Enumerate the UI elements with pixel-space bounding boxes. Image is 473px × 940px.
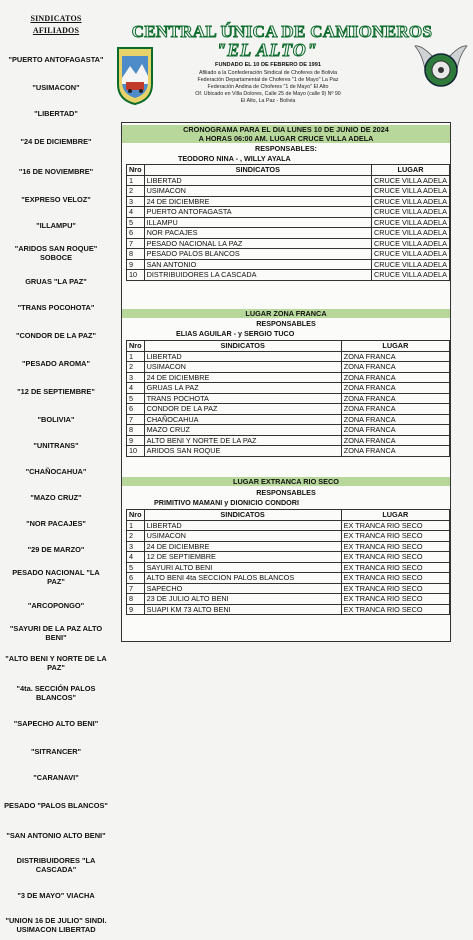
table-row	[127, 435, 450, 446]
place-cell: EX TRANCA RIO SECO	[341, 583, 449, 594]
table-row	[127, 217, 450, 228]
union-name-cell: LIBERTAD	[144, 175, 371, 186]
sidebar-union-item: "BOLIVIA"	[37, 414, 75, 424]
table-row	[127, 552, 450, 563]
table-row	[127, 372, 450, 383]
place-cell: EX TRANCA RIO SECO	[341, 573, 449, 584]
table-row	[127, 531, 450, 542]
place-cell: CRUCE VILLA ADELA	[371, 238, 449, 249]
union-name-cell: ALTO BENI 4ta SECCION PALOS BLANCOS	[144, 573, 341, 584]
row-number-cell: 2	[127, 362, 145, 373]
place-cell: ZONA FRANCA	[341, 383, 449, 394]
table-row	[127, 604, 450, 615]
sidebar-union-item: DISTRIBUIDORES "LA CASCADA"	[16, 856, 96, 874]
row-number-cell: 5	[127, 393, 145, 404]
sidebar-union-item: "ALTO BENI Y NORTE DE LA PAZ"	[5, 654, 107, 672]
column-header-nro: Nro	[127, 165, 145, 176]
union-name-cell: SUAPI KM 73 ALTO BENI	[144, 604, 341, 615]
sidebar-union-item: "ILLAMPU"	[36, 220, 76, 230]
sidebar-union-item: "24 DE DICIEMBRE"	[20, 136, 92, 146]
union-name-cell: CONDOR DE LA PAZ	[144, 404, 341, 415]
table-row	[127, 362, 450, 373]
address-line: Of. Ubicado en Villa Dolores, Calle 25 de Mayo (calle 9) Nº 90	[195, 91, 341, 97]
sidebar-union-item: "NOR PACAJES"	[26, 518, 86, 528]
row-number-cell: 7	[127, 583, 145, 594]
union-seal-logo	[114, 44, 156, 106]
city-line: El Alto, La Paz - Bolivia	[240, 98, 296, 104]
sidebar-union-item: "CHAÑOCAHUA"	[25, 466, 87, 476]
row-number-cell: 7	[127, 414, 145, 425]
table-row	[127, 562, 450, 573]
place-cell: CRUCE VILLA ADELA	[371, 270, 449, 281]
column-header-sindicatos: SINDICATOS	[144, 341, 341, 352]
place-cell: EX TRANCA RIO SECO	[341, 541, 449, 552]
union-name-cell: PESADO PALOS BLANCOS	[144, 249, 371, 260]
place-cell: CRUCE VILLA ADELA	[371, 207, 449, 218]
column-header-lugar: LUGAR	[341, 341, 449, 352]
table-header-row	[127, 165, 450, 176]
title-line-2: "EL ALTO"	[216, 40, 318, 60]
table-row	[127, 446, 450, 457]
union-name-cell: USIMACON	[144, 186, 371, 197]
union-name-cell: 12 DE SEPTIEMBRE	[144, 552, 341, 563]
sidebar-union-item: "16 DE NOVIEMBRE"	[18, 166, 94, 176]
row-number-cell: 5	[127, 562, 145, 573]
responsables-heading-3: RESPONSABLES	[256, 488, 316, 497]
union-name-cell: LIBERTAD	[144, 520, 341, 531]
union-name-cell: TRANS POCHOTA	[144, 393, 341, 404]
responsables-heading-1: RESPONSABLES:	[255, 144, 317, 153]
union-name-cell: CHAÑOCAHUA	[144, 414, 341, 425]
sidebar-union-item: "TRANS POCOHOTA"	[17, 302, 95, 312]
row-number-cell: 10	[127, 270, 145, 281]
sidebar-union-item: "ARCOPONGO"	[27, 600, 85, 610]
column-header-nro: Nro	[127, 510, 145, 521]
table-row	[127, 425, 450, 436]
place-cell: CRUCE VILLA ADELA	[371, 259, 449, 270]
table-row	[127, 259, 450, 270]
union-name-cell: 24 DE DICIEMBRE	[144, 196, 371, 207]
union-name-cell: 24 DE DICIEMBRE	[144, 541, 341, 552]
founded-line: FUNDADO EL 10 DE FEBRERO DE 1991	[215, 62, 321, 68]
letterhead	[112, 14, 473, 118]
sidebar-union-item: "EXPRESO VELOZ"	[21, 194, 91, 204]
row-number-cell: 9	[127, 259, 145, 270]
table-row	[127, 594, 450, 605]
sidebar-union-item: "SAN ANTONIO ALTO BENI"	[6, 830, 106, 840]
place-cell: ZONA FRANCA	[341, 351, 449, 362]
sidebar-union-list	[0, 44, 112, 940]
place-cell: ZONA FRANCA	[341, 435, 449, 446]
union-name-cell: GRUAS LA PAZ	[144, 383, 341, 394]
union-name-cell: 23 DE JULIO ALTO BENI	[144, 594, 341, 605]
sidebar-heading-1: SINDICATOS	[30, 14, 82, 23]
place-cell: EX TRANCA RIO SECO	[341, 594, 449, 605]
sidebar-union-item: "UNITRANS"	[33, 440, 79, 450]
row-number-cell: 7	[127, 238, 145, 249]
affiliation-line-1: Afiliado a la Confederación Sindical de Choferes de Bolivia	[198, 70, 338, 76]
row-number-cell: 2	[127, 531, 145, 542]
sidebar-union-item: "CARANAVI"	[33, 772, 79, 782]
sidebar-union-item: "4ta. SECCIÓN PALOS BLANCOS"	[16, 684, 96, 702]
row-number-cell: 3	[127, 196, 145, 207]
sidebar-union-item: GRUAS "LA PAZ"	[25, 276, 87, 286]
sidebar-union-item: "UNION 16 DE JULIO" SINDI. USIMACON LIBERTAD	[5, 916, 107, 934]
place-cell: ZONA FRANCA	[341, 414, 449, 425]
place-cell: EX TRANCA RIO SECO	[341, 520, 449, 531]
row-number-cell: 6	[127, 573, 145, 584]
affiliation-line-3: Federación Andina de Choferes "1 de Mayo" El Alto	[207, 84, 329, 90]
row-number-cell: 4	[127, 552, 145, 563]
place-cell: ZONA FRANCA	[341, 362, 449, 373]
responsables-heading-2: RESPONSABLES	[256, 319, 316, 328]
table-row	[127, 573, 450, 584]
column-header-sindicatos: SINDICATOS	[144, 510, 341, 521]
table-row	[127, 393, 450, 404]
row-number-cell: 1	[127, 175, 145, 186]
union-name-cell: PUERTO ANTOFAGASTA	[144, 207, 371, 218]
sidebar-heading-2: AFILIADOS	[32, 26, 80, 35]
union-name-cell: DISTRIBUIDORES LA CASCADA	[144, 270, 371, 281]
table-row	[127, 186, 450, 197]
column-header-lugar: LUGAR	[371, 165, 449, 176]
sidebar-union-item: PESADO "PALOS BLANCOS"	[4, 800, 108, 810]
sidebar-union-item: "12 DE SEPTIEMBRE"	[17, 386, 95, 396]
place-cell: ZONA FRANCA	[341, 425, 449, 436]
schedule-table-villa-adela	[126, 164, 450, 281]
title-line-1: CENTRAL ÚNICA DE CAMIONEROS	[131, 22, 433, 41]
sidebar-union-item: "LIBERTAD"	[34, 108, 78, 118]
responsables-names-2: ELIAS AGUILAR - y SERGIO TUCO	[176, 329, 295, 338]
row-number-cell: 6	[127, 228, 145, 239]
table-row	[127, 196, 450, 207]
union-name-cell: SAYURI ALTO BENI	[144, 562, 341, 573]
table-row	[127, 228, 450, 239]
table-row	[127, 404, 450, 415]
schedule-title: CRONOGRAMA PARA EL DIA LUNES 10 DE JUNIO DE 2024	[122, 125, 450, 134]
schedule-subtitle: A HORAS 06:00 AM. LUGAR CRUCE VILLA ADELA	[122, 134, 450, 143]
table-row	[127, 414, 450, 425]
row-number-cell: 2	[127, 186, 145, 197]
table-row	[127, 249, 450, 260]
union-name-cell: LIBERTAD	[144, 351, 341, 362]
union-name-cell: MAZO CRUZ	[144, 425, 341, 436]
place-cell: CRUCE VILLA ADELA	[371, 186, 449, 197]
union-name-cell: SAN ANTONIO	[144, 259, 371, 270]
row-number-cell: 8	[127, 249, 145, 260]
sidebar-union-item: PESADO NACIONAL "LA PAZ"	[12, 568, 100, 586]
row-number-cell: 4	[127, 207, 145, 218]
row-number-cell: 5	[127, 217, 145, 228]
table-row	[127, 238, 450, 249]
place-cell: EX TRANCA RIO SECO	[341, 604, 449, 615]
schedule-sheet	[121, 122, 451, 642]
schedule-table-zona-franca	[126, 340, 450, 457]
table-row	[127, 351, 450, 362]
column-header-lugar: LUGAR	[341, 510, 449, 521]
place-cell: ZONA FRANCA	[341, 393, 449, 404]
affiliation-line-2: Federación Departamental de Choferes "1 de Mayo" La Paz	[197, 77, 339, 83]
table-row	[127, 175, 450, 186]
place-cell: EX TRANCA RIO SECO	[341, 562, 449, 573]
row-number-cell: 8	[127, 594, 145, 605]
place-cell: CRUCE VILLA ADELA	[371, 196, 449, 207]
union-name-cell: SAPECHO	[144, 583, 341, 594]
place-cell: ZONA FRANCA	[341, 372, 449, 383]
union-name-cell: ILLAMPU	[144, 217, 371, 228]
table-row	[127, 383, 450, 394]
place-cell: CRUCE VILLA ADELA	[371, 249, 449, 260]
union-name-cell: USIMACON	[144, 531, 341, 542]
place-cell: EX TRANCA RIO SECO	[341, 531, 449, 542]
place-cell: EX TRANCA RIO SECO	[341, 552, 449, 563]
place-banner-zona-franca: LUGAR ZONA FRANCA	[122, 309, 450, 318]
table-row	[127, 207, 450, 218]
sidebar-union-item: "29 DE MARZO"	[27, 544, 85, 554]
sidebar-union-item: "CONDOR DE LA PAZ"	[15, 330, 97, 340]
responsables-names-3: PRIMITIVO MAMANI y DIONICIO CONDORI	[154, 498, 299, 507]
row-number-cell: 9	[127, 604, 145, 615]
sidebar-union-item: "PUERTO ANTOFAGASTA"	[8, 54, 104, 64]
row-number-cell: 8	[127, 425, 145, 436]
sidebar-union-item: "3 DE MAYO" VIACHA	[17, 890, 95, 900]
union-name-cell: ALTO BENI Y NORTE DE LA PAZ	[144, 435, 341, 446]
row-number-cell: 3	[127, 372, 145, 383]
row-number-cell: 4	[127, 383, 145, 394]
row-number-cell: 10	[127, 446, 145, 457]
responsables-names-1: TEODORO NINA - , WILLY AYALA	[178, 154, 291, 163]
column-header-sindicatos: SINDICATOS	[144, 165, 371, 176]
sidebar-union-item: "SITRANCER"	[30, 746, 82, 756]
union-name-cell: ARIDOS SAN ROQUE	[144, 446, 341, 457]
sidebar-union-item: "MAZO CRUZ"	[30, 492, 82, 502]
row-number-cell: 9	[127, 435, 145, 446]
sidebar-union-item: "USIMACON"	[32, 82, 80, 92]
row-number-cell: 3	[127, 541, 145, 552]
sidebar-union-item: "ARIDOS SAN ROQUE" SOBOCE	[14, 244, 98, 262]
place-banner-rio-seco: LUGAR EXTRANCA RIO SECO	[122, 477, 450, 486]
table-header-row	[127, 510, 450, 521]
union-name-cell: PESADO NACIONAL LA PAZ	[144, 238, 371, 249]
sidebar-union-item: "SAPECHO ALTO BENI"	[13, 718, 99, 728]
row-number-cell: 1	[127, 351, 145, 362]
place-cell: CRUCE VILLA ADELA	[371, 228, 449, 239]
schedule-table-rio-seco	[126, 509, 450, 615]
row-number-cell: 1	[127, 520, 145, 531]
winged-tire-logo	[413, 36, 469, 96]
table-row	[127, 520, 450, 531]
union-name-cell: 24 DE DICIEMBRE	[144, 372, 341, 383]
union-name-cell: NOR PACAJES	[144, 228, 371, 239]
column-header-nro: Nro	[127, 341, 145, 352]
affiliated-unions-sidebar	[0, 0, 112, 934]
union-name-cell: USIMACON	[144, 362, 341, 373]
table-row	[127, 270, 450, 281]
row-number-cell: 6	[127, 404, 145, 415]
place-cell: ZONA FRANCA	[341, 404, 449, 415]
place-cell: CRUCE VILLA ADELA	[371, 217, 449, 228]
table-row	[127, 541, 450, 552]
sidebar-union-item: "SAYURI DE LA PAZ ALTO BENI"	[9, 624, 103, 642]
table-row	[127, 583, 450, 594]
place-cell: CRUCE VILLA ADELA	[371, 175, 449, 186]
place-cell: ZONA FRANCA	[341, 446, 449, 457]
sidebar-union-item: "PESADO AROMA"	[22, 358, 90, 368]
table-header-row	[127, 341, 450, 352]
